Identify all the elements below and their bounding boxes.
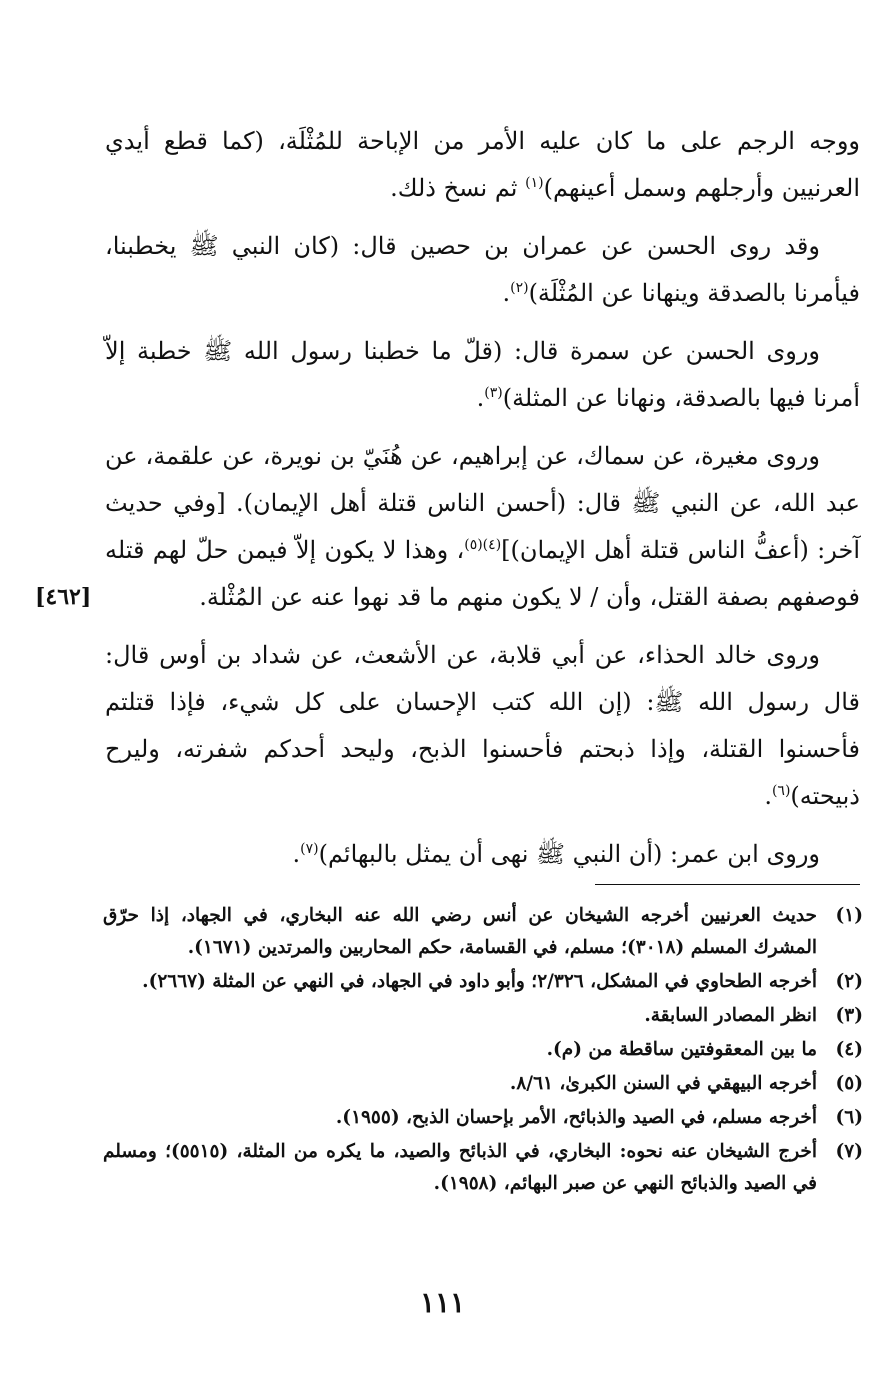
footnote-item bbox=[103, 1034, 863, 1066]
paragraph: وقد روى الحسن عن عمران بن حصين قال: (كان النبي ﷺ يخطبنا، فيأمرنا بالصدقة وينهانا عن المُثْلَة)$^{(٢)}$. bbox=[105, 232, 860, 307]
footnote-item bbox=[103, 1136, 863, 1200]
footnote-separator bbox=[595, 884, 860, 885]
footnote-item bbox=[103, 900, 863, 964]
manuscript-folio-marker: [٤٦٢] bbox=[35, 584, 92, 610]
main-text bbox=[35, 118, 860, 889]
footnote-text: أخرجه مسلم، في الصيد والذبائح، الأمر بإحسان الذبح، (١٩٥٥). bbox=[335, 1107, 817, 1128]
footnote-ref[interactable]: (٣) bbox=[484, 385, 503, 401]
footnote-text: أخرجه البيهقي في السنن الكبرىٰ، ٨/٦١. bbox=[509, 1073, 817, 1094]
footnote-text: أخرجه الطحاوي في المشكل، ٢/٣٢٦؛ وأبو داود في الجهاد، في النهي عن المثلة (٢٦٦٧). bbox=[142, 971, 817, 992]
footnote-ref[interactable]: (٦) bbox=[771, 783, 791, 799]
footnote-ref[interactable]: (١) bbox=[525, 175, 544, 191]
footnote-text: ما بين المعقوفتين ساقطة من (م). bbox=[546, 1039, 817, 1060]
footnote-item bbox=[103, 1102, 863, 1134]
footnote-number: (٢) bbox=[835, 971, 863, 992]
paragraph: وروى ابن عمر: (أن النبي ﷺ نهى أن يمثل بالبهائم)$^{(٧)}$. bbox=[292, 840, 820, 868]
footnote-text: انظر المصادر السابقة. bbox=[644, 1005, 817, 1026]
paragraph: وروى الحسن عن سمرة قال: (قلّ ما خطبنا رسول الله ﷺ خطبة إلاّ أمرنا فيها بالصدقة، ونهانا عن المثلة)$^{(٣)}$. bbox=[105, 337, 860, 412]
footnote-number: (٧) bbox=[835, 1141, 863, 1162]
footnotes bbox=[103, 900, 863, 1202]
footnote-number: (٦) bbox=[835, 1107, 863, 1128]
footnote-text: حديث العرنيين أخرجه الشيخان عن أنس رضي الله عنه البخاري، في الجهاد، إذا حرّق المشرك المسلم (٣٠١٨)؛ مسلم، في القسامة، حكم المحاربين والمرتدين (١٦٧١). bbox=[103, 905, 817, 958]
footnote-item bbox=[103, 1000, 863, 1032]
footnote-number: (٥) bbox=[835, 1073, 863, 1094]
footnote-item bbox=[103, 966, 863, 998]
footnote-text: أخرج الشيخان عنه نحوه: البخاري، في الذبائح والصيد، ما يكره من المثلة، (٥٥١٥)؛ ومسلم في الصيد والذبائح النهي عن صبر البهائم، (١٩٥٨). bbox=[103, 1141, 818, 1194]
footnote-ref[interactable]: (٧) bbox=[300, 841, 319, 857]
footnote-number: (٤) bbox=[835, 1039, 863, 1060]
paragraph: وروى خالد الحذاء، عن أبي قلابة، عن الأشعث، عن شداد بن أوس قال: قال رسول الله ﷺ: (إن الله كتب الإحسان على كل شيء، فإذا قتلتم فأحسنوا القتلة، وإذا ذبحتم فأحسنوا الذبح، وليحد أحدكم شفرته، وليرح ذبيحته)$^{(٦)}$. bbox=[105, 641, 860, 810]
footnote-ref[interactable]: (٤)(٥) bbox=[464, 537, 502, 553]
page-number: ١١١ bbox=[419, 1286, 466, 1319]
footnote-ref[interactable]: (٢) bbox=[510, 280, 529, 296]
paragraph: ووجه الرجم على ما كان عليه الأمر من الإباحة للمُثْلَة، (كما قطع أيدي العرنيين وأرجلهم وسمل أعينهم)$^{(١)}$ ثم نسخ ذلك. bbox=[105, 127, 860, 202]
footnote-number: (١) bbox=[835, 905, 863, 926]
footnote-item bbox=[103, 1068, 863, 1100]
paragraph: وروى مغيرة، عن سماك، عن إبراهيم، عن هُنَيّ بن نويرة، عن علقمة، عن عبد الله، عن النبي ﷺ قال: (أحسن الناس قتلة أهل الإيمان). [وفي حديث آخر: (أعفُّ الناس قتلة أهل الإيمان)]$^{(٤)(٥)}$، وهذا لا يكون إلاّ فيمن حلّ لهم قتله فوصفهم بصفة القتل، وأن / لا يكون منهم ما قد نهوا عنه عن المُثْلة. [٤٦٢] bbox=[105, 433, 860, 621]
footnote-number: (٣) bbox=[835, 1005, 863, 1026]
